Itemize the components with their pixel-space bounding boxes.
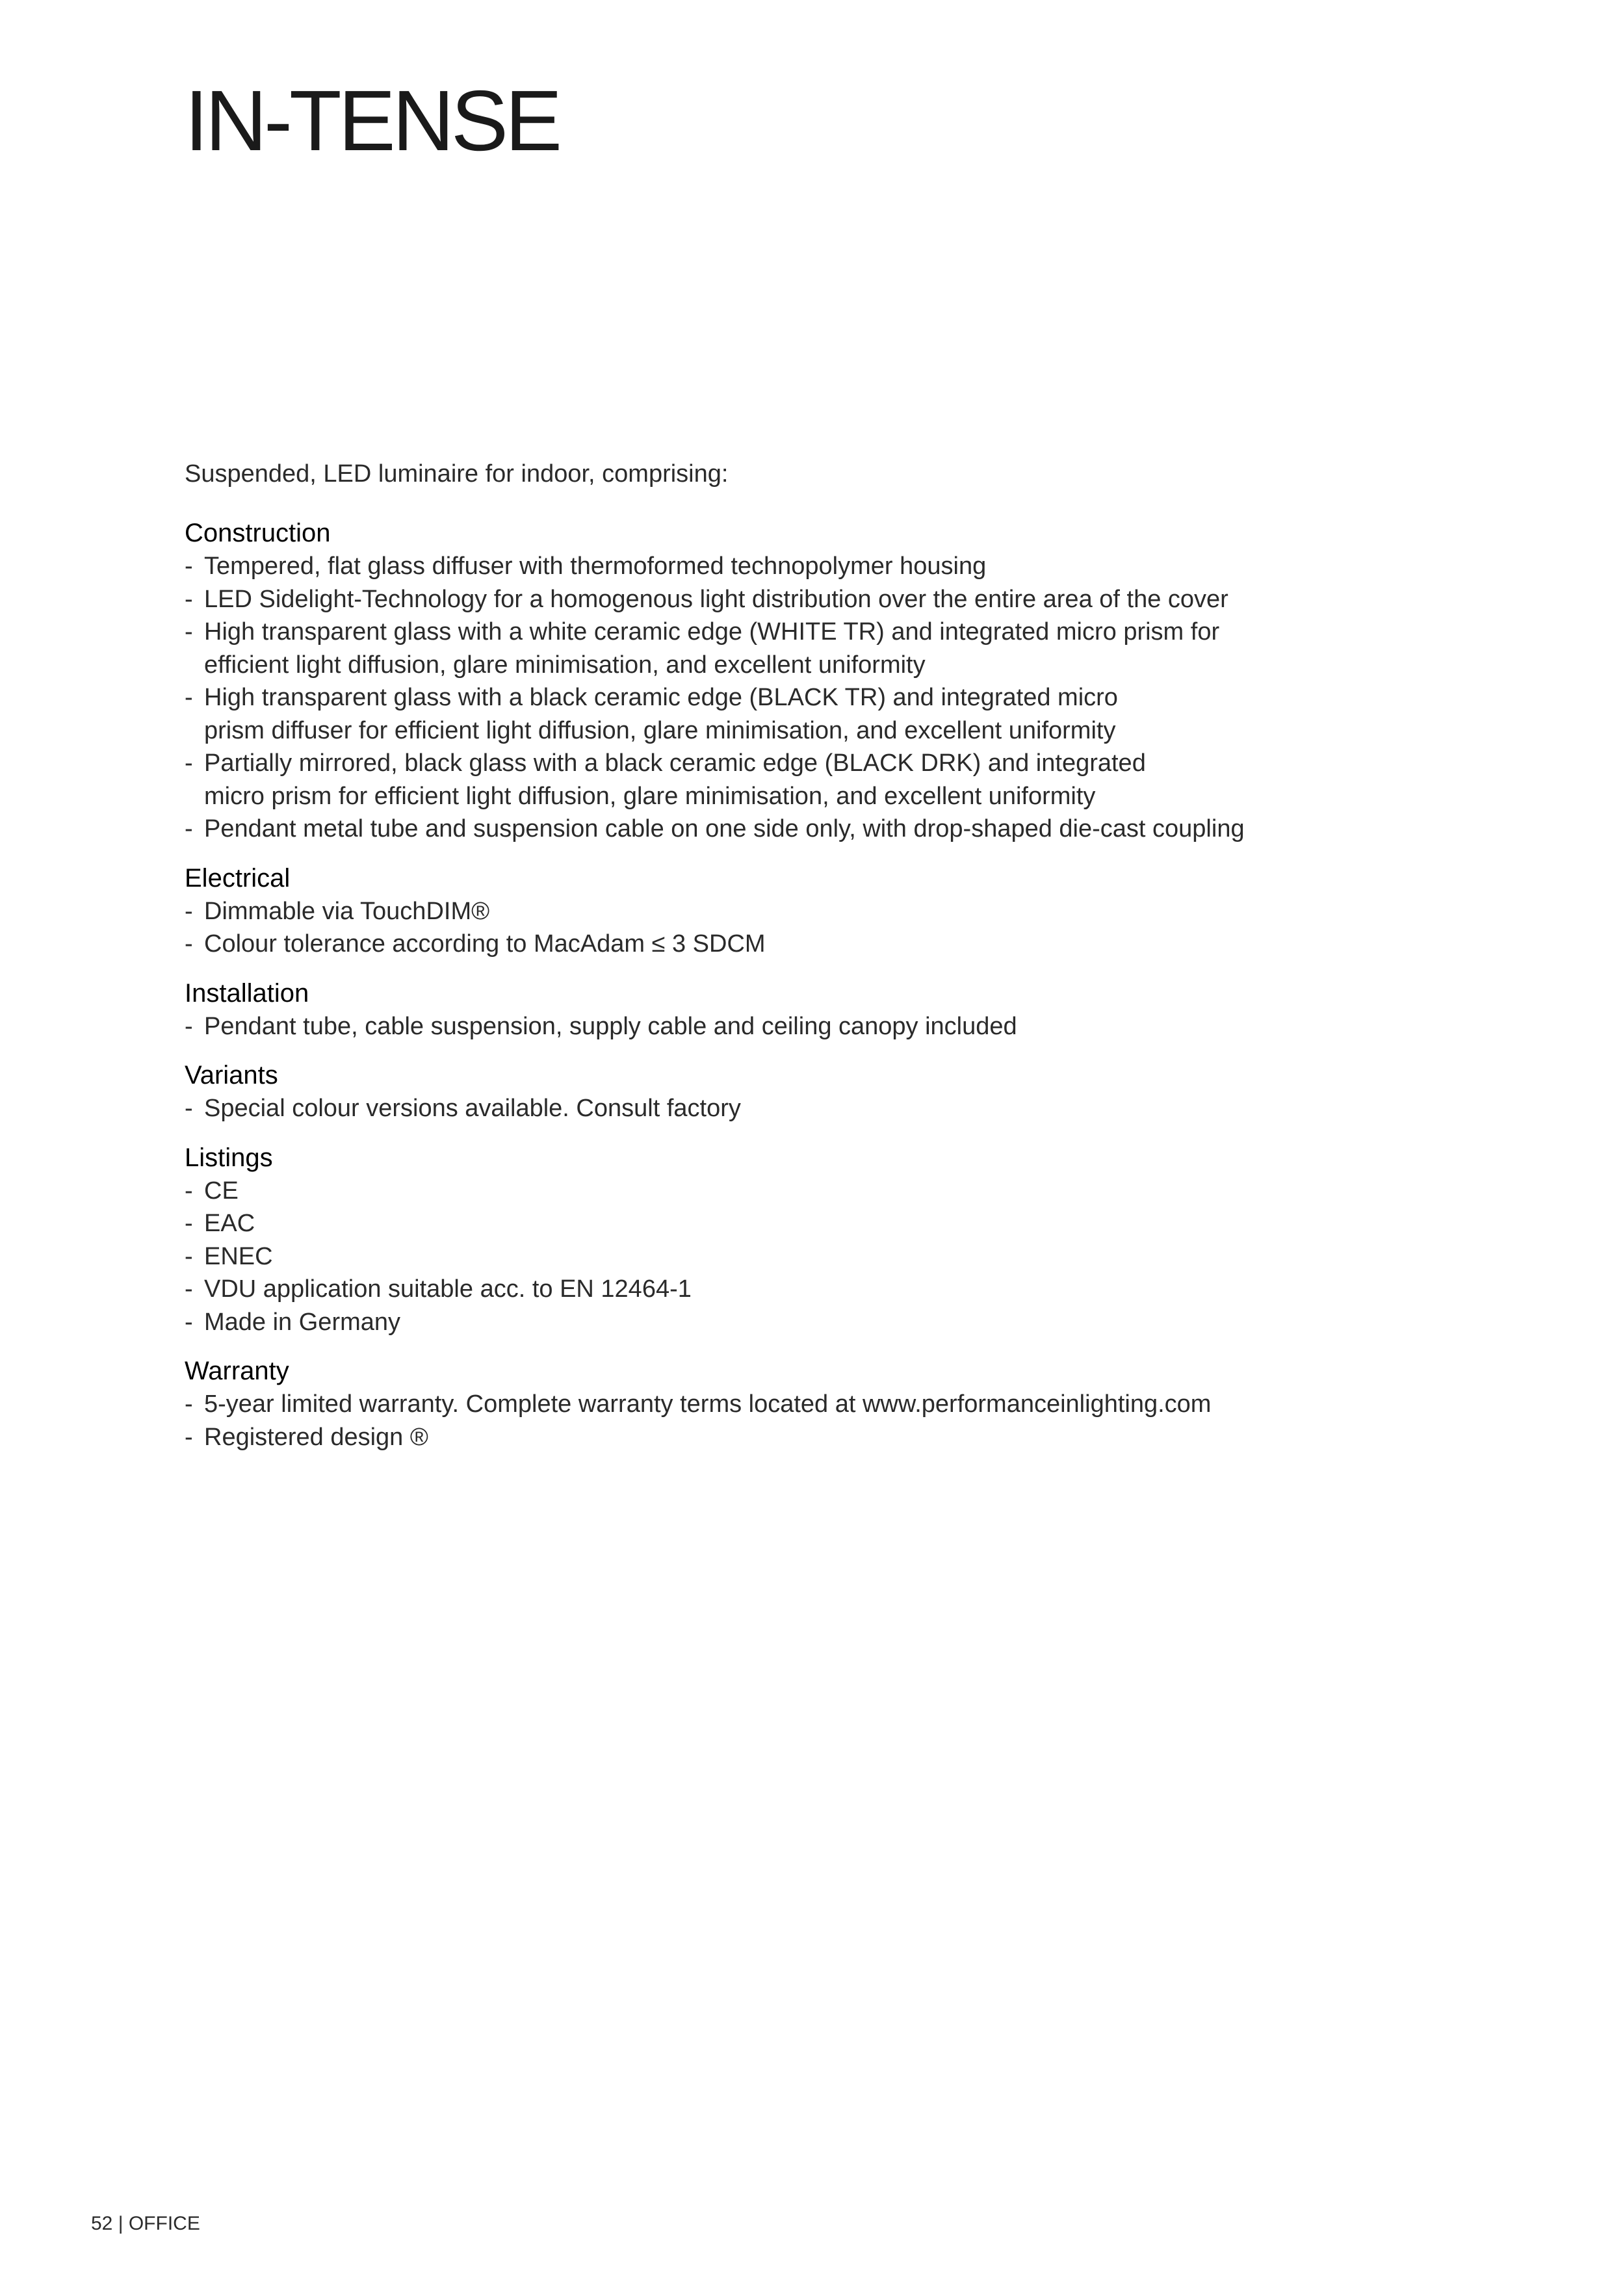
list-item-text: ENEC: [204, 1242, 273, 1270]
list-item-text: CE: [204, 1177, 239, 1205]
list-item-text: Pendant metal tube and suspension cable on one side only, with drop-shaped die-cast coupling: [204, 815, 1245, 842]
list-item-text: Tempered, flat glass diffuser with thermoformed technopolymer housing: [204, 553, 987, 580]
intro-text: Suspended, LED luminaire for indoor, comprising:: [185, 460, 729, 488]
bullet-dash: -: [185, 930, 193, 958]
section-installation: [185, 976, 1511, 1043]
bullet-dash: -: [185, 897, 193, 925]
section-heading-listings: Listings: [185, 1143, 273, 1172]
spec-content: [185, 458, 1511, 1469]
list-item-text: Partially mirrored, black glass with a black ceramic edge (BLACK DRK) and integrated: [204, 750, 1146, 777]
page-title: IN-TENSE: [185, 73, 560, 168]
list-item: [185, 1240, 1511, 1273]
list-item: [185, 1175, 1511, 1208]
list-item: [185, 583, 1511, 616]
bullet-dash: -: [185, 684, 193, 711]
list-item-text-continued: efficient light diffusion, glare minimisation, and excellent uniformity: [204, 651, 926, 679]
list-item: [185, 813, 1511, 846]
list-item: [185, 1388, 1511, 1421]
list-item: [185, 1207, 1511, 1240]
section-heading-electrical: Electrical: [185, 863, 291, 893]
list-item-text: Pendant tube, cable suspension, supply cable and ceiling canopy included: [204, 1012, 1017, 1040]
section-warranty: [185, 1354, 1511, 1454]
bullet-dash: -: [185, 1012, 193, 1040]
list-item-text: Dimmable via TouchDIM®: [204, 897, 490, 925]
bullet-dash: -: [185, 553, 193, 580]
bullet-dash: -: [185, 1308, 193, 1336]
section-construction: [185, 516, 1511, 846]
list-item-text: EAC: [204, 1210, 255, 1237]
list-item-text: High transparent glass with a black ceramic edge (BLACK TR) and integrated micro: [204, 684, 1118, 711]
list-item-text: Colour tolerance according to MacAdam ≤ 3 SDCM: [204, 930, 766, 958]
bullet-dash: -: [185, 1095, 193, 1122]
list-item: [185, 1306, 1511, 1339]
bullet-dash: -: [185, 1242, 193, 1270]
section-heading-variants: Variants: [185, 1061, 278, 1089]
bullet-dash: -: [185, 815, 193, 842]
section-heading-construction: Construction: [185, 519, 331, 547]
list-item-text-continued: micro prism for efficient light diffusion, glare minimisation, and excellent uniformity: [204, 782, 1096, 810]
list-item-text: LED Sidelight-Technology for a homogenous light distribution over the entire area of the cover: [204, 585, 1228, 613]
list-item: [185, 1010, 1511, 1043]
bullet-dash: -: [185, 1177, 193, 1205]
bullet-dash: -: [185, 750, 193, 777]
list-item: [185, 747, 1511, 813]
list-item-text: 5-year limited warranty. Complete warranty terms located at www.performanceinlighting.com: [204, 1390, 1212, 1418]
list-item-text: High transparent glass with a white ceramic edge (WHITE TR) and integrated micro prism for: [204, 618, 1220, 646]
list-item: [185, 1421, 1511, 1454]
list-item: [185, 1273, 1511, 1306]
bullet-dash: -: [185, 585, 193, 613]
bullet-dash: -: [185, 1423, 193, 1451]
section-heading-warranty: Warranty: [185, 1357, 289, 1385]
bullet-dash: -: [185, 618, 193, 646]
section-listings: [185, 1141, 1511, 1339]
section-electrical: [185, 861, 1511, 961]
bullet-dash: -: [185, 1210, 193, 1237]
list-item: [185, 681, 1511, 747]
section-heading-installation: Installation: [185, 978, 309, 1008]
list-item-text: VDU application suitable acc. to EN 12464-1: [204, 1275, 692, 1303]
list-item-text: Made in Germany: [204, 1308, 401, 1336]
list-item: [185, 616, 1511, 681]
list-item: [185, 928, 1511, 961]
bullet-dash: -: [185, 1390, 193, 1418]
page-footer: 52 | OFFICE: [91, 2213, 200, 2234]
section-variants: [185, 1058, 1511, 1125]
list-item: [185, 550, 1511, 583]
list-item-text: Special colour versions available. Consult factory: [204, 1095, 741, 1122]
list-item: [185, 895, 1511, 928]
list-item-text-continued: prism diffuser for efficient light diffusion, glare minimisation, and excellent uniformity: [204, 716, 1116, 744]
bullet-dash: -: [185, 1275, 193, 1303]
list-item: [185, 1092, 1511, 1125]
list-item-text: Registered design ®: [204, 1423, 428, 1451]
